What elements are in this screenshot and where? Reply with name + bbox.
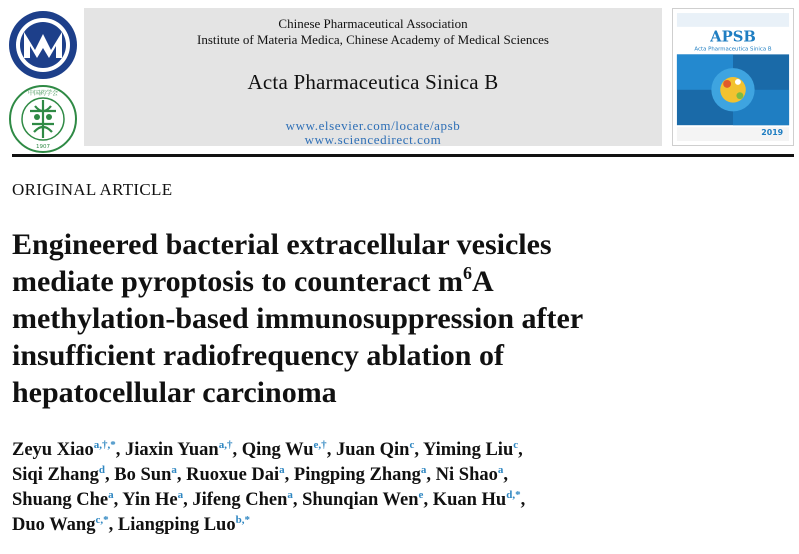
author-name[interactable]: Duo Wang [12, 515, 96, 535]
author-name[interactable]: Bo Sun [114, 465, 172, 485]
author-name[interactable]: Siqi Zhang [12, 465, 99, 485]
author-name[interactable]: Juan Qin [335, 440, 410, 460]
author-line: Duo Wang$^{c,*}$, Liangping Luo$^{b,*}$ [12, 514, 250, 535]
author-name[interactable]: Jiaxin Yuan [124, 440, 219, 460]
author-name[interactable]: Shuang Che [12, 490, 109, 510]
article-type: ORIGINAL ARTICLE [12, 180, 173, 199]
cpa-logo-cn-text: 中国药学会 [27, 90, 59, 97]
author-affiliation[interactable]: c,* [95, 514, 109, 526]
cpa-logo-year: 1907 [36, 144, 50, 150]
author-affiliation[interactable]: a [497, 464, 504, 476]
journal-cover [672, 8, 794, 146]
author-line: Siqi Zhang$^d$, Bo Sun$^a$, Ruoxue Dai$^a$, Pingping Zhang$^a$, Ni Shao$^a$, [12, 464, 508, 485]
author-name[interactable]: Pingping Zhang [293, 465, 421, 485]
author-affiliation[interactable]: b,* [235, 514, 250, 526]
author-line: Zeyu Xiao$^{a,\dagger,*}$, Jiaxin Yuan$^{a,\dagger}$, Qing $Wu^{e,\dagger}$, Juan Qin$^c$, Yiming Liu$^c$, [12, 439, 523, 460]
author-name[interactable]: Yin He [122, 490, 178, 510]
author-affiliation[interactable]: a [171, 464, 177, 476]
author-affiliation[interactable]: a,†,* [93, 439, 116, 451]
sciencedirect-link[interactable]: www.sciencedirect.com [304, 132, 442, 147]
author-line: Shuang Che$^a$, Yin He$^a$, Jifeng Chen$^a$, Shunqian Wen$^e$, Kuan $Hu^{d,*}$, [12, 489, 526, 510]
author-affiliation[interactable]: a [108, 489, 114, 501]
cover-year: 2019 [761, 128, 784, 138]
institute-logo [8, 10, 78, 80]
author-affiliation[interactable]: e,† [313, 439, 327, 451]
cpa-logo [8, 84, 78, 154]
title-line-3: methylation-based immunosuppression after [12, 302, 584, 335]
article-title [12, 226, 792, 411]
author-name[interactable]: Ruoxue Dai [186, 465, 280, 485]
title-line-1: Engineered bacterial extracellular vesicles [12, 228, 552, 261]
author-list [12, 438, 797, 538]
author-affiliation[interactable]: e [418, 489, 424, 501]
cover-subtitle: Acta Pharmaceutica Sinica B [694, 46, 772, 53]
author-affiliation[interactable]: a [279, 464, 285, 476]
journal-header [84, 8, 662, 146]
cover-brand: APSB [710, 28, 756, 46]
author-name[interactable]: Yiming Liu [422, 440, 514, 460]
author-affiliation[interactable]: a [420, 464, 427, 476]
author-affiliation[interactable]: d,* [506, 489, 521, 501]
author-affiliation[interactable]: a [177, 489, 184, 501]
title-line-5: hepatocellular carcinoma [12, 376, 337, 409]
elsevier-link[interactable]: www.elsevier.com/locate/apsb [285, 118, 461, 133]
author-affiliation[interactable]: c [513, 439, 519, 451]
title-line-4: insufficient radiofrequency ablation of [12, 339, 504, 372]
author-affiliation[interactable]: c [409, 439, 415, 451]
institute-name: Institute of Materia Medica, Chinese Academy of Medical Sciences [197, 32, 549, 47]
author-name[interactable]: Shunqian Wen [302, 490, 419, 510]
author-name[interactable]: Ni Shao [435, 465, 498, 485]
author-name[interactable]: Zeyu Xiao [12, 440, 94, 460]
author-affiliation[interactable]: a,† [218, 439, 233, 451]
author-affiliation[interactable]: d [98, 464, 106, 476]
header-divider [12, 154, 794, 157]
title-line-2: mediate pyroptosis to counteract $m^6A$ [12, 263, 494, 298]
author-name[interactable]: Liangping Luo [117, 515, 236, 535]
journal-name: Acta Pharmaceutica Sinica B [247, 70, 499, 94]
author-name[interactable]: Qing Wu [241, 440, 314, 460]
author-affiliation[interactable]: a [287, 489, 293, 501]
association-name: Chinese Pharmaceutical Association [278, 16, 468, 31]
author-name[interactable]: Kuan Hu [432, 490, 507, 510]
author-name[interactable]: Jifeng Chen [192, 490, 288, 510]
